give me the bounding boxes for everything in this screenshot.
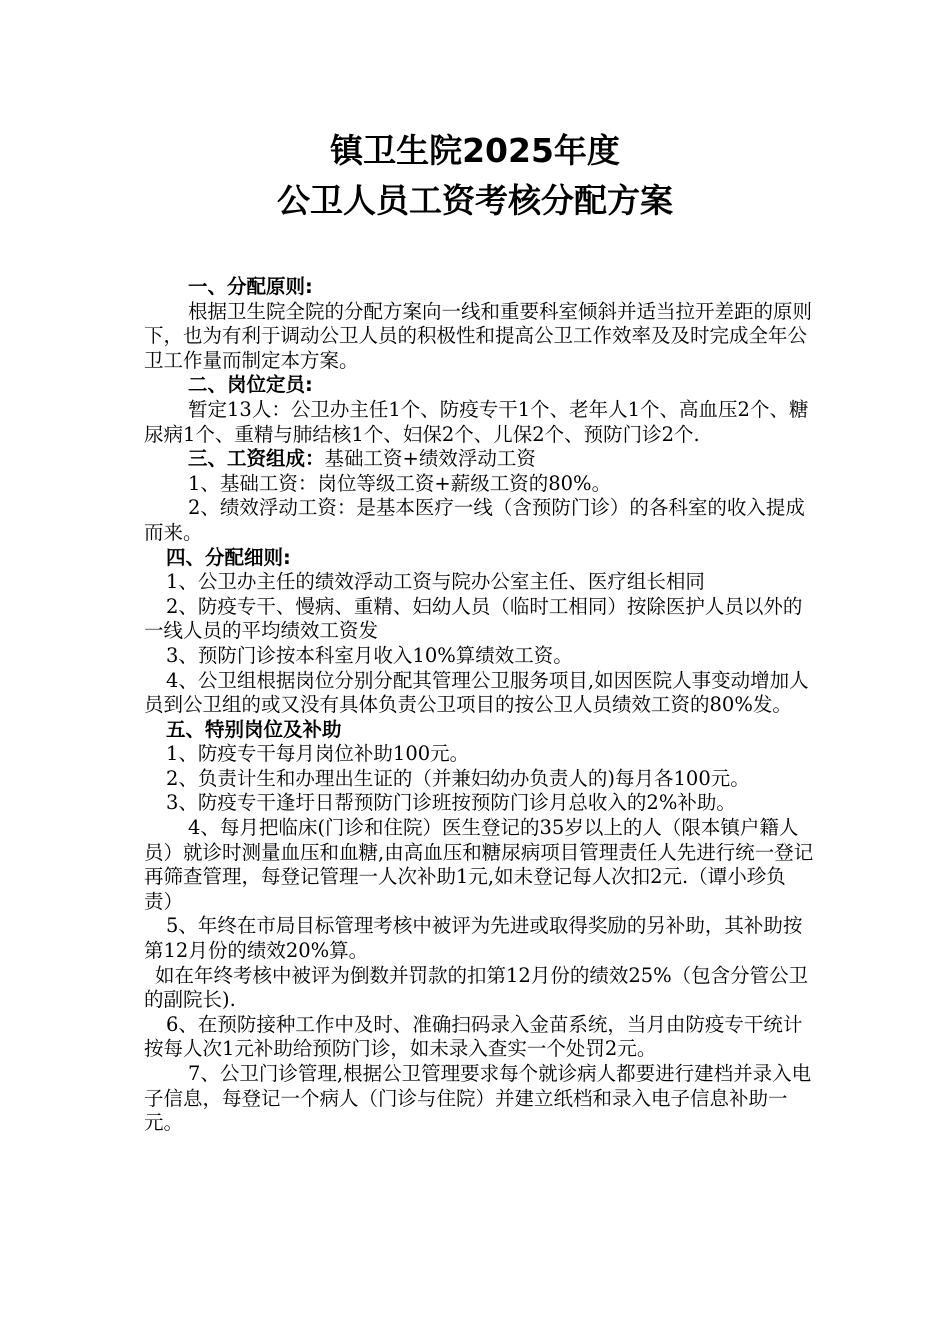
section-heading-2: 二、岗位定员:	[188, 373, 313, 397]
paragraph: 如在年终考核中被评为倒数并罚款的扣第12月份的绩效25%（包含分管公卫的副院长).	[144, 963, 809, 1012]
section-heading-1: 一、分配原则:	[188, 275, 313, 298]
paragraph: 1、防疫专干每月岗位补助100元。	[166, 742, 470, 766]
paragraph: 4、公卫组根据岗位分别分配其管理公卫服务项目,如因医院人事变动增加人员到公卫组的或又没有具体负责公卫项目的按公卫人员绩效工资的80%发。	[144, 668, 809, 717]
section-heading-4: 四、分配细则:	[166, 545, 291, 569]
paragraph: 2、负责计生和办理出生证的（并兼妇幼办负责人的)每月各100元。	[166, 766, 750, 790]
paragraph: 2、绩效浮动工资：是基本医疗一线（含预防门诊）的各科室的收入提成而来。	[144, 496, 805, 544]
paragraph: 7、公卫门诊管理,根据公卫管理要求每个就诊病人都要进行建档并录入电子信息，每登记一个病人（门诊与住院）并建立纸档和录入电子信息补助一元。	[144, 1062, 812, 1135]
document-title-line2: 公卫人员工资考核分配方案	[277, 181, 673, 220]
paragraph: 5、年终在市局目标管理考核中被评为先进或取得奖励的另补助，其补助按第12月份的绩效20%算。	[144, 914, 803, 963]
section-heading-5: 五、特别岗位及补助	[166, 717, 342, 741]
paragraph: 4、每月把临床(门诊和住院）医生登记的35岁以上的人（限本镇户籍人员）就诊时测量血压和血糖,由高血压和糖尿病项目管理责任人先进行统一登记再筛查管理，每登记管理一人次补助1元,如未登记每人次扣2元.（谭小珍负责）	[144, 816, 814, 913]
document-title-line1: 镇卫生院2025年度	[330, 131, 620, 170]
paragraph: 3、防疫专干逢圩日帮预防门诊班按预防门诊月总收入的2%补助。	[166, 791, 736, 815]
paragraph: 1、公卫办主任的绩效浮动工资与院办公室主任、医疗组长相同	[166, 570, 705, 594]
paragraph: 6、在预防接种工作中及时、准确扫码录入金苗系统，当月由防疫专干统计按每人次1元补助给预防门诊，如未录入查实一个处罚2元。	[144, 1012, 803, 1061]
paragraph: 根据卫生院全院的分配方案向一线和重要科室倾斜并适当拉开差距的原则下，也为有利于调动公卫人员的积极性和提高公卫工作效率及及时完成全年公卫工作量而制定本方案。	[144, 299, 813, 372]
section-3-line	[144, 447, 814, 472]
section-heading-3-rest: 基础工资+绩效浮动工资	[324, 447, 536, 471]
paragraph: 3、预防门诊按本科室月收入10%算绩效工资。	[166, 643, 573, 667]
section-heading-3: 三、工资组成：	[188, 447, 325, 471]
document-body	[144, 275, 814, 1136]
paragraph: 2、防疫专干、慢病、重精、妇幼人员（临时工相同）按除医护人员以外的一线人员的平均绩效工资发	[144, 594, 803, 643]
paragraph: 1、基础工资：岗位等级工资+薪级工资的80%。	[188, 471, 612, 495]
paragraph: 暂定13人：公卫办主任1个、防疫专干1个、老年人1个、高血压2个、糖尿病1个、重精与肺结核1个、妇保2个、儿保2个、预防门诊2个.	[144, 397, 809, 446]
